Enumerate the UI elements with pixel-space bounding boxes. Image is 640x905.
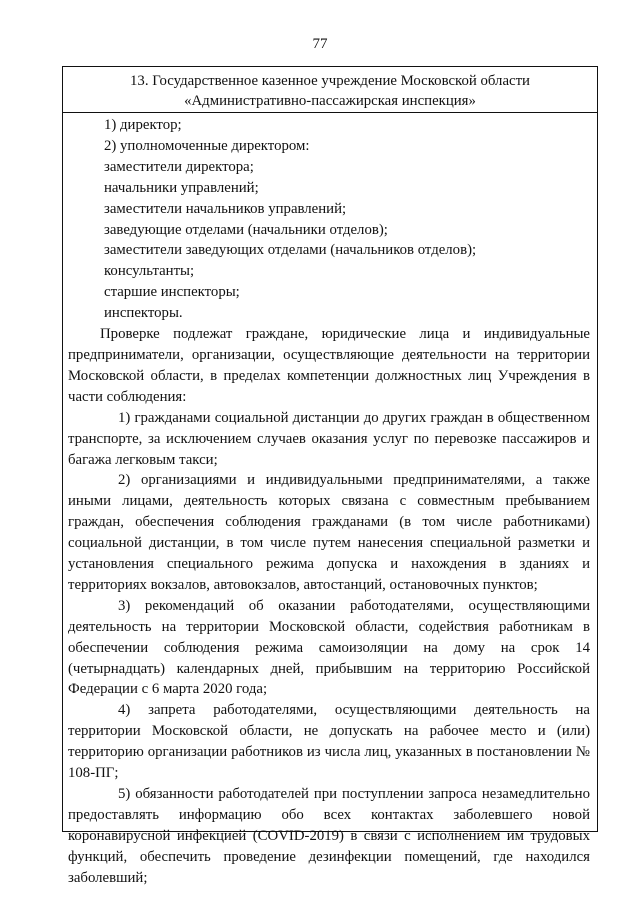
institution-name: 13. Государственное казенное учреждение Московской области	[130, 73, 530, 89]
official-item: 2) уполномоченные директором:	[104, 137, 310, 154]
page-number: 77	[312, 36, 328, 52]
intro-paragraph: Проверке подлежат граждане, юридические лица и индивидуальные предприниматели, организации, осуществляющие деятельности на территории Московской области, в пределах компетенции должностных лиц Учреждения в части соблюдения:	[68, 326, 590, 405]
requirement-item: 2) организациями и индивидуальными предпринимателями, а также иными лицами, деятельность которых связана с совместным пребыванием граждан, обеспечения соблюдения гражданами (в том числе работниками) социальной дистанции, в том числе путем нанесения специальной разметки и установления специального режима допуска и нахождения в зданиях и территориях вокзалов, автовокзалов, автостанций, остановочных пунктов;	[68, 472, 590, 593]
official-item: старшие инспекторы;	[104, 284, 240, 301]
official-item: заместители директора;	[104, 158, 254, 175]
document-table	[62, 66, 598, 886]
table-body	[63, 113, 597, 889]
requirement-item: 3) рекомендаций об оказании работодателями, осуществляющими деятельность на территории Московской области, содействия работникам в обеспечении соблюдения режима самоизоляции на дому на срок 14 (четырнадцать) календарных дней, прибывшим на территорию Российской Федерации с 6 марта 2020 года;	[68, 597, 590, 698]
table-header	[63, 67, 597, 113]
official-item: начальники управлений;	[104, 179, 259, 196]
official-item: заместители заведующих отделами (начальников отделов);	[104, 242, 477, 259]
institution-subtitle: «Административно-пассажирская инспекция»	[184, 93, 476, 109]
official-item: инспекторы.	[104, 305, 183, 322]
official-item: 1) директор;	[104, 117, 182, 133]
requirement-item: 1) гражданами социальной дистанции до других граждан в общественном транспорте, за исключением случаев оказания услуг по перевозке пассажиров и багажа легковым такси;	[68, 409, 590, 468]
official-item: заместители начальников управлений;	[104, 200, 347, 217]
requirement-item: 5) обязанности работодателей при поступлении запроса незамедлительно предоставлять информацию обо всех контактах заболевшего новой коронавирусной инфекцией (COVID-2019) в связи с исполнением им трудовых функций, обеспечить проведение дезинфекции помещений, где находился заболевший;	[68, 786, 590, 886]
official-item: заведующие отделами (начальники отделов);	[104, 221, 388, 238]
official-item: консультанты;	[104, 263, 195, 280]
requirement-item: 4) запрета работодателями, осуществляющими деятельность на территории Московской области, не допускать на рабочее место и (или) территорию организации работников из числа лиц, указанных в постановлении № 108-ПГ;	[68, 702, 590, 782]
